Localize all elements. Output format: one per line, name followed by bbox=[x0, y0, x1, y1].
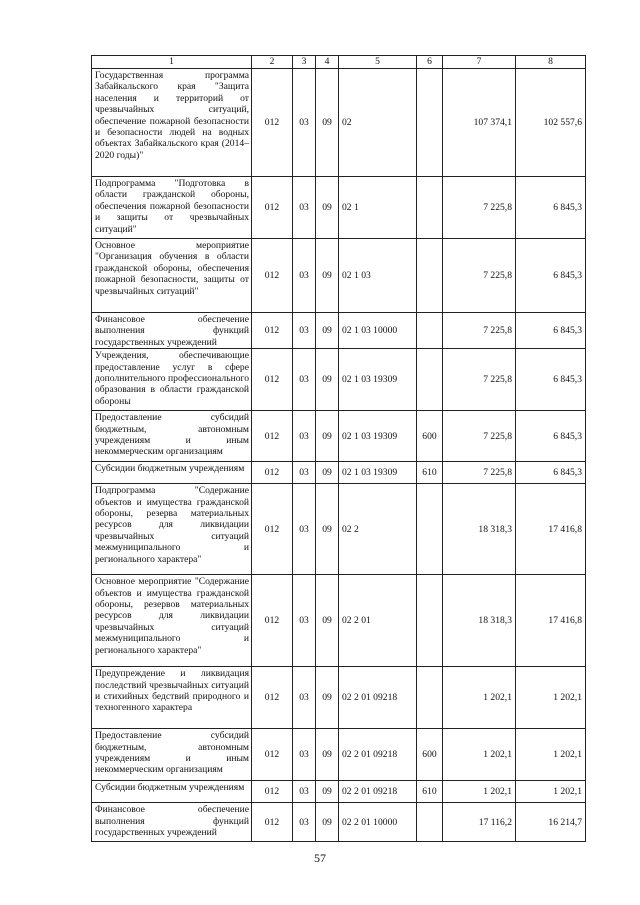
section-code: 03 bbox=[293, 349, 316, 411]
ministry-code: 012 bbox=[252, 484, 293, 575]
item-name: Предупреждение и ликвидация последствий чрезвычайных ситуаций и стихийных бедствий природного и техногенного характера bbox=[92, 667, 252, 729]
target-article-code: 02 1 03 19309 bbox=[339, 411, 417, 462]
subsection-code: 09 bbox=[316, 729, 339, 781]
amount-col8: 6 845,3 bbox=[516, 177, 586, 239]
table-row bbox=[92, 239, 586, 313]
section-code: 03 bbox=[293, 411, 316, 462]
target-article-code: 02 bbox=[339, 69, 417, 177]
amount-col8: 1 202,1 bbox=[516, 729, 586, 781]
subsection-code: 09 bbox=[316, 411, 339, 462]
subsection-code: 09 bbox=[316, 349, 339, 411]
header-cell: 1 bbox=[92, 56, 252, 69]
amount-col8: 6 845,3 bbox=[516, 349, 586, 411]
item-name: Финансовое обеспечение выполнения функций государственных учреждений bbox=[92, 803, 252, 842]
ministry-code: 012 bbox=[252, 729, 293, 781]
header-cell: 8 bbox=[516, 56, 586, 69]
header-cell: 3 bbox=[293, 56, 316, 69]
table-row bbox=[92, 781, 586, 803]
amount-col8: 17 416,8 bbox=[516, 575, 586, 667]
amount-col8: 1 202,1 bbox=[516, 781, 586, 803]
target-article-code: 02 2 bbox=[339, 484, 417, 575]
ministry-code: 012 bbox=[252, 462, 293, 484]
page-number: 57 bbox=[314, 851, 326, 865]
expense-type-code bbox=[417, 239, 443, 313]
expense-type-code bbox=[417, 177, 443, 239]
section-code: 03 bbox=[293, 803, 316, 842]
expense-type-code bbox=[417, 575, 443, 667]
amount-col7: 7 225,8 bbox=[443, 411, 516, 462]
subsection-code: 09 bbox=[316, 462, 339, 484]
amount-col7: 7 225,8 bbox=[443, 239, 516, 313]
section-code: 03 bbox=[293, 462, 316, 484]
table-row bbox=[92, 313, 586, 349]
target-article-code: 02 1 03 19309 bbox=[339, 462, 417, 484]
item-name: Основное мероприятие "Организация обучения в области гражданской обороны, обеспечения пожарной безопасности, защиты от чрезвычайных ситуаций" bbox=[92, 239, 252, 313]
target-article-code: 02 2 01 09218 bbox=[339, 781, 417, 803]
amount-col8: 6 845,3 bbox=[516, 239, 586, 313]
table-row bbox=[92, 462, 586, 484]
target-article-code: 02 1 03 19309 bbox=[339, 349, 417, 411]
ministry-code: 012 bbox=[252, 411, 293, 462]
target-article-code: 02 2 01 09218 bbox=[339, 667, 417, 729]
target-article-code: 02 1 bbox=[339, 177, 417, 239]
target-article-code: 02 2 01 bbox=[339, 575, 417, 667]
section-code: 03 bbox=[293, 667, 316, 729]
ministry-code: 012 bbox=[252, 781, 293, 803]
amount-col8: 6 845,3 bbox=[516, 462, 586, 484]
table-row bbox=[92, 729, 586, 781]
budget-table bbox=[91, 55, 586, 842]
amount-col7: 7 225,8 bbox=[443, 462, 516, 484]
expense-type-code bbox=[417, 803, 443, 842]
section-code: 03 bbox=[293, 177, 316, 239]
item-name: Субсидии бюджетным учреждениям bbox=[92, 462, 252, 484]
item-name: Учреждения, обеспечивающие предоставление услуг в сфере дополнительного профессионального образования в области гражданской обороны bbox=[92, 349, 252, 411]
expense-type-code bbox=[417, 484, 443, 575]
table-row bbox=[92, 177, 586, 239]
ministry-code: 012 bbox=[252, 667, 293, 729]
table-header-row bbox=[92, 56, 586, 69]
header-cell: 6 bbox=[417, 56, 443, 69]
item-name: Основное мероприятие "Содержание объектов и имущества гражданской обороны, резервов материальных ресурсов для ликвидации чрезвычайных ситуаций межмуниципального и регионального характера" bbox=[92, 575, 252, 667]
target-article-code: 02 1 03 10000 bbox=[339, 313, 417, 349]
item-name: Финансовое обеспечение выполнения функций государственных учреждений bbox=[92, 313, 252, 349]
subsection-code: 09 bbox=[316, 177, 339, 239]
subsection-code: 09 bbox=[316, 575, 339, 667]
header-cell: 2 bbox=[252, 56, 293, 69]
ministry-code: 012 bbox=[252, 239, 293, 313]
amount-col8: 16 214,7 bbox=[516, 803, 586, 842]
section-code: 03 bbox=[293, 575, 316, 667]
ministry-code: 012 bbox=[252, 575, 293, 667]
ministry-code: 012 bbox=[252, 349, 293, 411]
item-name: Предоставление субсидий бюджетным, автономным учреждениям и иным некоммерческим организациям bbox=[92, 729, 252, 781]
amount-col8: 6 845,3 bbox=[516, 411, 586, 462]
subsection-code: 09 bbox=[316, 781, 339, 803]
header-cell: 7 bbox=[443, 56, 516, 69]
subsection-code: 09 bbox=[316, 803, 339, 842]
amount-col7: 7 225,8 bbox=[443, 313, 516, 349]
table-row bbox=[92, 69, 586, 177]
amount-col7: 18 318,3 bbox=[443, 484, 516, 575]
target-article-code: 02 2 01 09218 bbox=[339, 729, 417, 781]
amount-col7: 1 202,1 bbox=[443, 729, 516, 781]
section-code: 03 bbox=[293, 239, 316, 313]
expense-type-code bbox=[417, 667, 443, 729]
table-row bbox=[92, 484, 586, 575]
amount-col7: 18 318,3 bbox=[443, 575, 516, 667]
section-code: 03 bbox=[293, 729, 316, 781]
section-code: 03 bbox=[293, 484, 316, 575]
subsection-code: 09 bbox=[316, 69, 339, 177]
table-row bbox=[92, 349, 586, 411]
amount-col7: 1 202,1 bbox=[443, 781, 516, 803]
expense-type-code bbox=[417, 349, 443, 411]
target-article-code: 02 2 01 10000 bbox=[339, 803, 417, 842]
item-name: Субсидии бюджетным учреждениям bbox=[92, 781, 252, 803]
item-name: Подпрограмма "Содержание объектов и имущества гражданской обороны, резерва материальных ресурсов для ликвидации чрезвычайных ситуаций межмуниципального и регионального характера" bbox=[92, 484, 252, 575]
subsection-code: 09 bbox=[316, 484, 339, 575]
amount-col8: 1 202,1 bbox=[516, 667, 586, 729]
ministry-code: 012 bbox=[252, 313, 293, 349]
amount-col7: 1 202,1 bbox=[443, 667, 516, 729]
section-code: 03 bbox=[293, 313, 316, 349]
table-row bbox=[92, 667, 586, 729]
amount-col7: 7 225,8 bbox=[443, 349, 516, 411]
table-row bbox=[92, 411, 586, 462]
expense-type-code: 610 bbox=[417, 462, 443, 484]
section-code: 03 bbox=[293, 69, 316, 177]
section-code: 03 bbox=[293, 781, 316, 803]
expense-type-code: 600 bbox=[417, 729, 443, 781]
header-cell: 5 bbox=[339, 56, 417, 69]
amount-col8: 102 557,6 bbox=[516, 69, 586, 177]
target-article-code: 02 1 03 bbox=[339, 239, 417, 313]
item-name: Подпрограмма "Подготовка в области гражданской обороны, обеспечения пожарной безопасности и защиты от чрезвычайных ситуаций" bbox=[92, 177, 252, 239]
amount-col7: 17 116,2 bbox=[443, 803, 516, 842]
amount-col7: 107 374,1 bbox=[443, 69, 516, 177]
table-row bbox=[92, 803, 586, 842]
expense-type-code bbox=[417, 69, 443, 177]
ministry-code: 012 bbox=[252, 177, 293, 239]
ministry-code: 012 bbox=[252, 803, 293, 842]
subsection-code: 09 bbox=[316, 239, 339, 313]
header-cell: 4 bbox=[316, 56, 339, 69]
table-row bbox=[92, 575, 586, 667]
item-name: Государственная программа Забайкальского края "Защита населения и территорий от чрезвычайных ситуаций, обеспечение пожарной безопасности и безопасности людей на водных объектах Забайкальского края (2014–2020 годы)" bbox=[92, 69, 252, 177]
item-name: Предоставление субсидий бюджетным, автономным учреждениям и иным некоммерческим организациям bbox=[92, 411, 252, 462]
expense-type-code: 610 bbox=[417, 781, 443, 803]
amount-col8: 17 416,8 bbox=[516, 484, 586, 575]
ministry-code: 012 bbox=[252, 69, 293, 177]
expense-type-code: 600 bbox=[417, 411, 443, 462]
expense-type-code bbox=[417, 313, 443, 349]
subsection-code: 09 bbox=[316, 313, 339, 349]
amount-col8: 6 845,3 bbox=[516, 313, 586, 349]
amount-col7: 7 225,8 bbox=[443, 177, 516, 239]
subsection-code: 09 bbox=[316, 667, 339, 729]
